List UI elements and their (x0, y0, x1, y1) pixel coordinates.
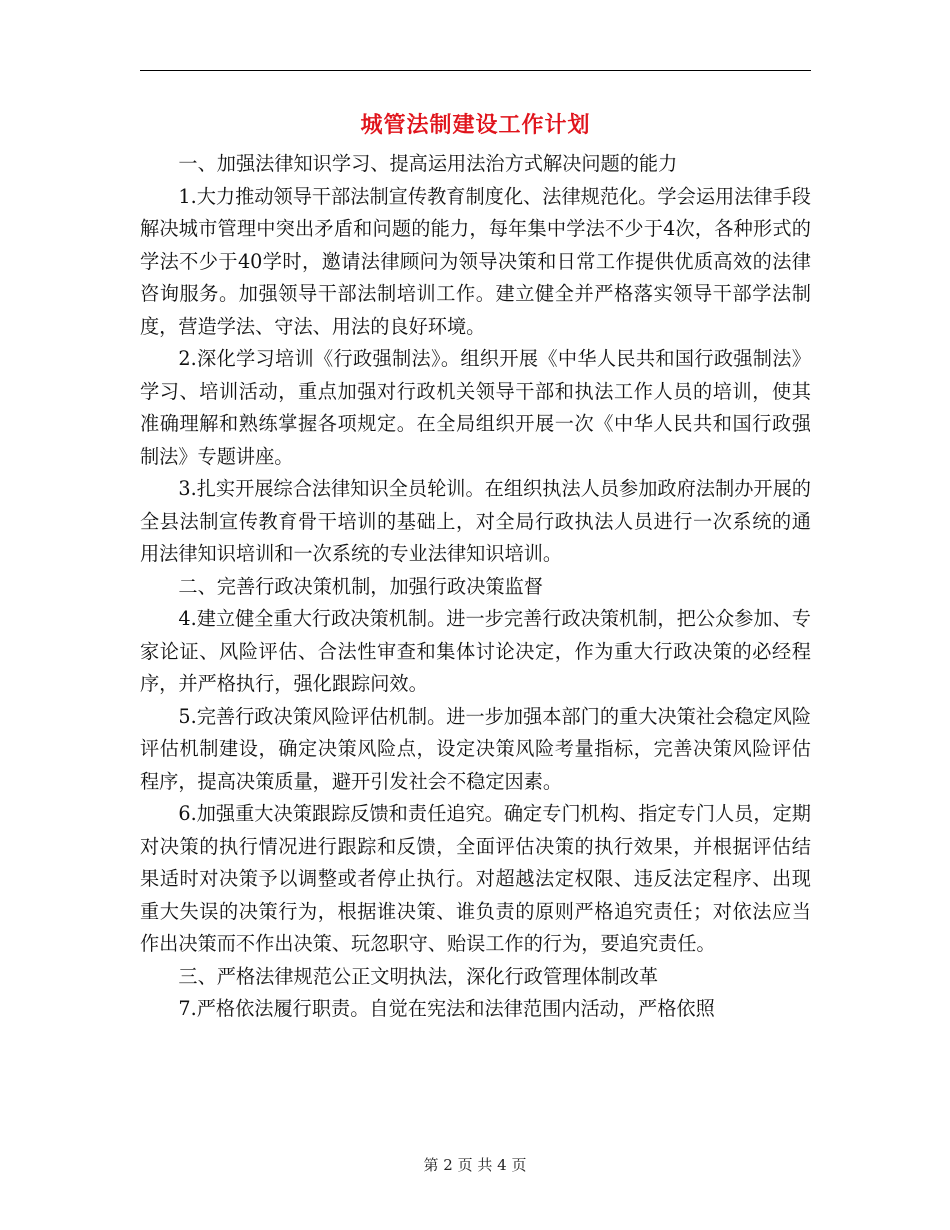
paragraph-4: 4.建立健全重大行政决策机制。进一步完善行政决策机制，把公众参加、专家论证、风险评估、合法性审查和集体讨论决定，作为重大行政决策的必经程序，并严格执行，强化跟踪问效。 (140, 607, 811, 695)
paragraph-2: 2.深化学习培训《行政强制法》。组织开展《中华人民共和国行政强制法》学习、培训活动，重点加强对行政机关领导干部和执法工作人员的培训，使其准确理解和熟练掌握各项规定。在全局组织开展一次《中华人民共和国行政强制法》专题讲座。 (140, 347, 811, 468)
paragraph-7: 7.严格依法履行职责。自觉在宪法和法律范围内活动，严格依照 (178, 997, 715, 1020)
header-rule (140, 70, 811, 71)
paragraph-5: 5.完善行政决策风险评估机制。进一步加强本部门的重大决策社会稳定风险评估机制建设，确定决策风险点，设定决策风险考量指标，完善决策风险评估程序，提高决策质量，避开引发社会不稳定因素。 (140, 704, 811, 793)
paragraph-6: 6.加强重大决策跟踪反馈和责任追究。确定专门机构、指定专门人员，定期对决策的执行情况进行跟踪和反馈，全面评估决策的执行效果，并根据评估结果适时对决策予以调整或者停止执行。对超越法定权限、违反法定程序、出现重大失误的决策行为，根据谁决策、谁负责的原则严格追究责任；对依法应当作出决策而不作出决策、玩忽职守、贻误工作的行为，要追究责任。 (140, 802, 811, 955)
paragraph-3: 3.扎实开展综合法律知识全员轮训。在组织执法人员参加政府法制办开展的全县法制宣传教育骨干培训的基础上，对全局行政执法人员进行一次系统的通用法律知识培训和一次系统的专业法律知识培训。 (140, 477, 811, 565)
document-body (140, 148, 811, 1026)
paragraph-1: 1.大力推动领导干部法制宣传教育制度化、法律规范化。学会运用法律手段解决城市管理中突出矛盾和问题的能力，每年集中学法不少于4次，各种形式的学法不少于40学时，邀请法律顾问为领导决策和日常工作提供优质高效的法律咨询服务。加强领导干部法制培训工作。建立健全并严格落实领导干部学法制度，营造学法、守法、用法的良好环境。 (140, 184, 811, 338)
section-heading-3: 三、严格法律规范公正文明执法，深化行政管理体制改革 (178, 964, 659, 988)
document-title: 城管法制建设工作计划 (360, 112, 591, 138)
page-number: 第 2 页 共 4 页 (423, 1156, 527, 1174)
page-footer (0, 1154, 950, 1175)
section-heading-1: 一、加强法律知识学习、提高运用法治方式解决问题的能力 (178, 152, 678, 175)
section-heading-2: 二、完善行政决策机制，加强行政决策监督 (178, 574, 543, 598)
